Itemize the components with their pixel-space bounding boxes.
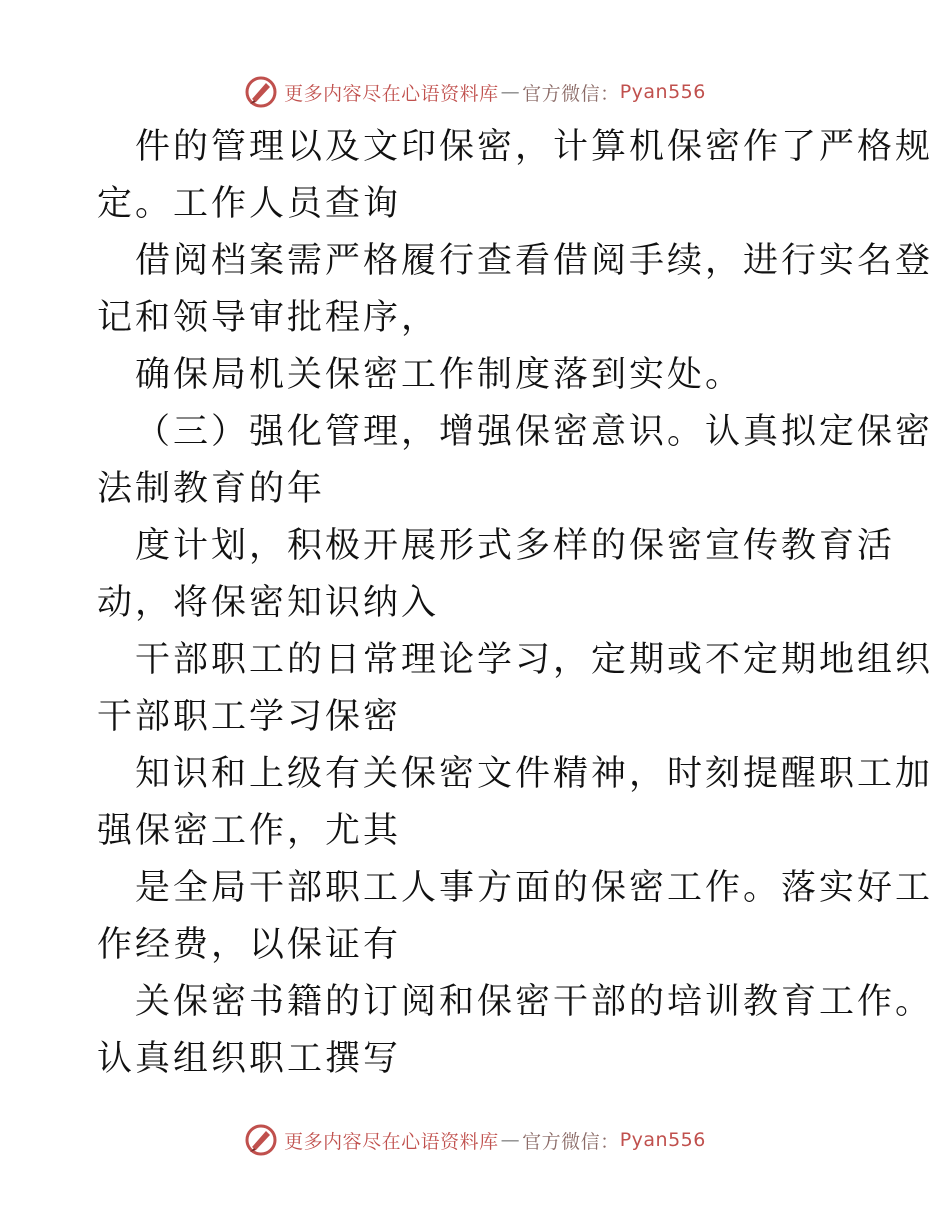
text-line: 干部职工的日常理论学习，定期或不定期地组织 [135, 640, 934, 680]
text-line: （三）强化管理，增强保密意识。认真拟定保密 [135, 412, 934, 452]
document-body [97, 119, 934, 1088]
text-line: 法制教育的年 [97, 469, 326, 509]
header-wechat-label: 官方微信： [522, 82, 620, 105]
header-separator: — [500, 81, 521, 103]
text-line: 定。工作人员查询 [97, 184, 402, 224]
text-line: 确保局机关保密工作制度落到实处。 [135, 355, 744, 395]
text-line: 记和领导审批程序， [97, 298, 440, 338]
text-line: 借阅档案需严格履行查看借阅手续，进行实名登 [135, 241, 934, 281]
text-line: 动，将保密知识纳入 [97, 583, 440, 623]
text-line: 件的管理以及文印保密，计算机保密作了严格规 [135, 127, 934, 167]
text-line: 干部职工学习保密 [97, 697, 402, 737]
brand-logo-icon [244, 1123, 278, 1157]
footer-wechat-label: 官方微信： [522, 1130, 620, 1153]
footer-text: 更多内容尽在心语资料库 [284, 1130, 499, 1153]
text-line: 知识和上级有关保密文件精神，时刻提醒职工加 [135, 754, 934, 794]
text-line: 度计划，积极开展形式多样的保密宣传教育活 [135, 526, 896, 566]
text-line: 关保密书籍的订阅和保密干部的培训教育工作。 [135, 982, 934, 1022]
text-line: 认真组织职工撰写 [97, 1039, 402, 1079]
text-line: 强保密工作，尤其 [97, 811, 402, 851]
text-line: 是全局干部职工人事方面的保密工作。落实好工 [135, 868, 934, 908]
brand-logo-icon [244, 75, 278, 109]
footer-wechat-id: Pyan556 [619, 1129, 706, 1151]
text-line: 作经费，以保证有 [97, 925, 402, 965]
header-wechat-id: Pyan556 [619, 81, 706, 103]
footer-separator: — [500, 1129, 521, 1151]
header-banner [0, 70, 950, 114]
footer-banner [0, 1118, 950, 1162]
header-text: 更多内容尽在心语资料库 [284, 82, 499, 105]
